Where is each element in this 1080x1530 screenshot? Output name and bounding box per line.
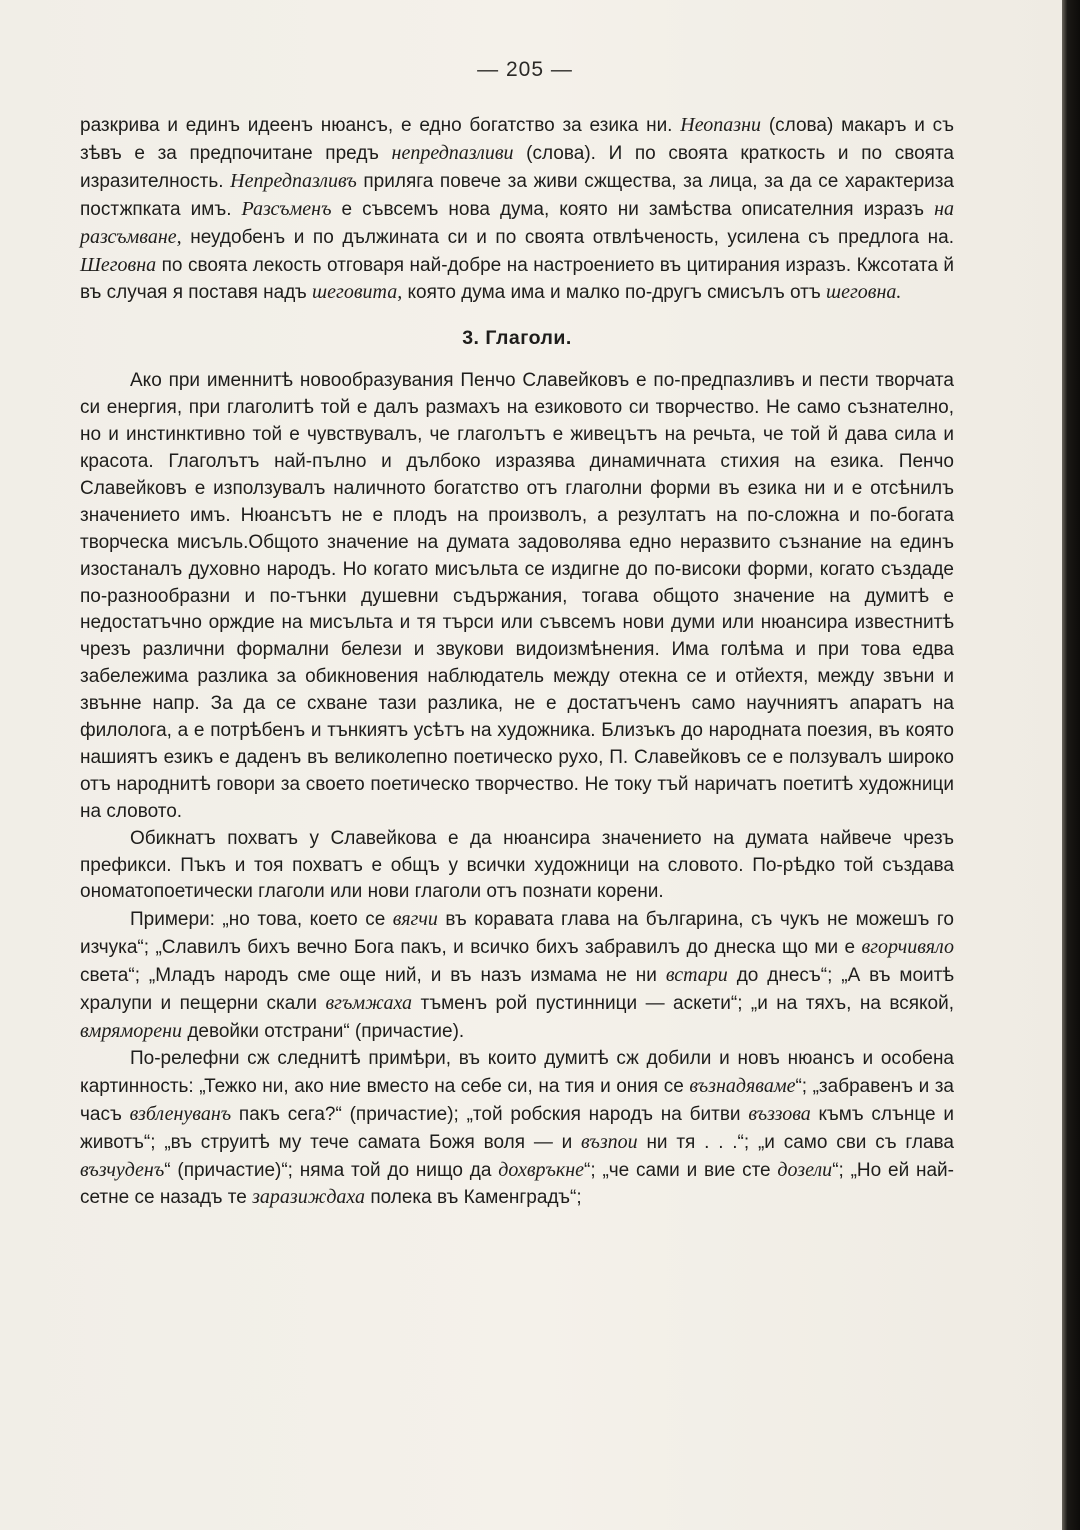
text-run: полека въ Каменградъ“; — [365, 1187, 582, 1209]
text-run: По-релефни сж следнитѣ примѣри, въ които думитѣ сж добили и новъ нюансъ и особена картинность: „Тежко ни, ако ние вместо на себе си, на тия и ония се — [80, 1047, 954, 1097]
emphasized-word: дохвръкне — [498, 1158, 585, 1181]
text-run: “ (причастие)“; няма той до нищо да — [164, 1159, 499, 1181]
paragraph-4 — [80, 906, 954, 1046]
section-heading: 3. Глаголи. — [462, 327, 572, 350]
text-run: по своята лекость отговаря най-добре на настроението въ цитирания изразъ. Кжсотата й въ случая я поставя надъ — [80, 254, 954, 304]
paragraph-3 — [80, 826, 954, 907]
paragraph-5 — [80, 1046, 954, 1212]
text-run: Примери: „но това, което се — [130, 909, 393, 931]
text-run: “; „Но ей най-сетне се назадъ те — [80, 1159, 954, 1209]
emphasized-word: Неопазни — [680, 114, 762, 136]
paragraph-2 — [80, 368, 954, 825]
emphasized-word: вгорчивяло — [861, 936, 954, 959]
emphasized-word: възпои — [581, 1130, 638, 1153]
paragraph-1 — [80, 112, 954, 307]
emphasized-word: вягчи — [392, 908, 438, 931]
emphasized-word: вмряморени — [80, 1020, 183, 1042]
text-run: девойки отстрани“ (причастие). — [182, 1021, 465, 1042]
text-run: Обикнатъ похватъ у Славейкова е да нюансира значението на думата найвече чрезъ префикси. Пъкъ и тоя похватъ е общъ у всички художници на словото. По-рѣдко той създава ономатопоетически глаголи или нови глаголи отъ познати корени. — [80, 827, 954, 903]
page-text — [80, 112, 954, 1212]
emphasized-word: вгъмжаха — [325, 992, 413, 1015]
text-run: “; „забравенъ и за часъ — [80, 1075, 955, 1125]
text-run: неудобенъ и по дължината си и по своята отвлѣченость, усилена съ предлога на. — [181, 226, 954, 248]
emphasized-word: Шеговна — [80, 253, 157, 276]
text-run: къмъ слънце и животъ“; „въ струитѣ му тече самата Божя воля — и — [80, 1103, 955, 1153]
emphasized-word: дозели — [777, 1158, 833, 1181]
emphasized-word: заразиждаха — [252, 1186, 366, 1209]
text-run: разкрива и единъ идеенъ нюансъ, е едно богатство за езика ни. — [80, 115, 681, 136]
text-run: (слова). И по своята краткость и по своята изразителность. — [80, 142, 954, 192]
text-run: до днесъ“; „А въ моитѣ хралупи и пещерни скали — [80, 965, 955, 1015]
text-run: която дума има и малко по-другъ смисълъ отъ — [402, 282, 826, 304]
emphasized-word: шеговна. — [825, 281, 902, 304]
emphasized-word: Непредпазливъ — [230, 169, 357, 192]
text-run: пакъ сега?“ (причастие); „той робския народъ на битви — [231, 1103, 749, 1125]
emphasized-word: непредпазливи — [391, 141, 514, 164]
emphasized-word: встари — [665, 964, 728, 987]
text-run: (слова) макаръ и съ зѣвъ е за предпочитане предъ — [80, 115, 954, 164]
emphasized-word: взбленуванъ — [129, 1102, 232, 1125]
emphasized-word: на разсъмване, — [80, 197, 954, 248]
text-run: приляга повече за живи сжщества, за лица, за да се характеризa постжпката имъ. — [80, 170, 954, 220]
text-run: Ако при именнитѣ новообразувания Пенчо Славейковъ е по-предпазливъ и пести творчата си енергия, при глаголитѣ той е далъ размахъ на езиковото си творчество. Не само съзнателно, но и инстинктивно той е чувствувалъ, че глаголътъ е живецътъ на речьта, че той й дава сила и красота. Глаголътъ най-пълно и дълбоко изразява динамичната стихия на езика. Пенчо Славейковъ е използувалъ наличното богатство отъ глаголни форми въ езика ни и е отсѣнилъ значението имъ. Нюансътъ не е плодъ на произволъ, а резултатъ на по-сложна и по-богата творческа мисъль.Общото значение на думата задоволява едно неразвито съзнание на единъ изостаналъ духовно народъ. Но когато мисъльта се издигне до по-високи форми, когато създаде по-разнообразни и по-тънки душевни съдържания, тогава общото значение на думитѣ е недостатъчно орждие на мисъльта и тя търси или съвсемъ нови думи или нюансира известнитѣ чрезъ различни формални белези и звукови видоизмѣнения. Има голѣма и при това едва забележима разлика за обикновения наблюдатель между отекна се и отйехтя, между звъни и звънне напр. За да се схване тази разлика, не е достатъченъ само научниятъ апаратъ на филолога, а е потрѣбенъ и тънкиятъ усѣтъ на художника. Близъкъ до народната поезия, въ която нашиятъ езикъ е даденъ въ великолепно поетическо рухо, П. Славейковъ се е ползувалъ широко отъ народнитѣ говори за своето поетическо творчество. Не току тъй наричатъ поетитѣ художници на словото. — [80, 370, 954, 822]
page-number: — 205 — — [477, 58, 573, 81]
page-edge-shadow — [1062, 0, 1080, 1530]
text-run: въ коравата глава на българина, съ чукъ не можешъ го изчука“; „Славилъ бихъ вечно Бога пакъ, и всичко бихъ забравилъ до днеска що ми е — [80, 909, 954, 959]
text-run: ни тя . . .“; „и само сви съ глава — [637, 1131, 954, 1153]
text-run: тъменъ рой пустинници — аскети“; „и на тяхъ, на всякой, — [412, 993, 954, 1015]
emphasized-word: възчуденъ — [80, 1158, 165, 1181]
emphasized-word: възнадяваме — [689, 1074, 796, 1097]
emphasized-word: шеговита, — [312, 281, 403, 304]
emphasized-word: въззова — [748, 1102, 811, 1125]
text-run: “; „че сами и вие сте — [584, 1159, 778, 1181]
text-run: света“; „Младъ народъ сме още ний, и въ назъ измама не ни — [80, 965, 666, 987]
text-run: е съвсемъ нова дума, която ни замѣства описателния изразъ — [331, 198, 935, 220]
emphasized-word: Разсъменъ — [241, 197, 332, 220]
